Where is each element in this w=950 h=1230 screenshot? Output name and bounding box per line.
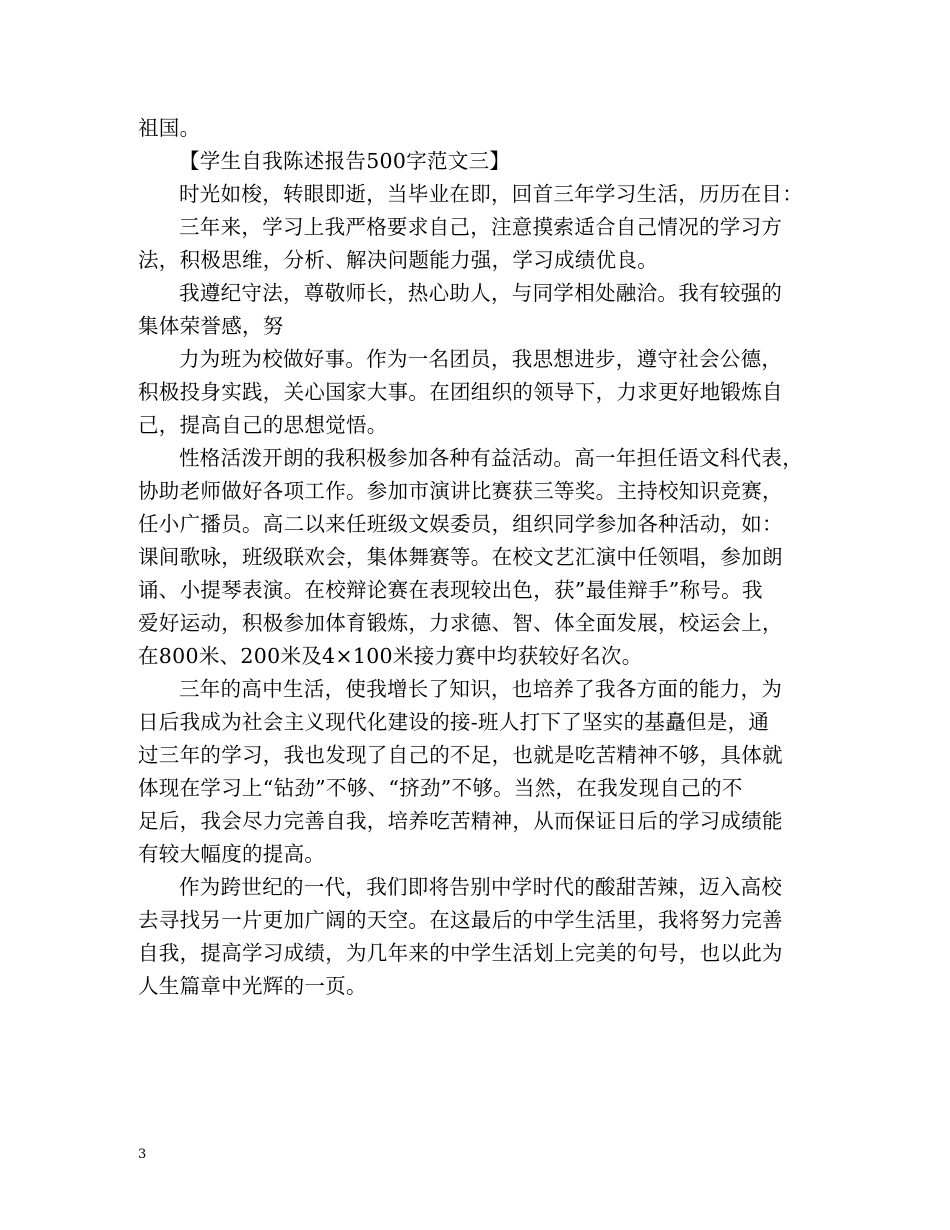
- text-line: 三年来，学习上我严格要求自己，注意摸索适合自己情况的学习方: [179, 215, 783, 239]
- text-line: 足后，我会尽力完善自我，培养吃苦精神，从而保证日后的学习成绩能: [138, 809, 783, 833]
- text-line: 日后我成为社会主义现代化建设的接-班人打下了坚实的基矗但是，通: [138, 710, 770, 734]
- text-line: 过三年的学习，我也发现了自己的不足，也就是吃苦精神不够，具体就: [138, 743, 783, 767]
- text-line: 诵、小提琴表演。在校辩论赛在表现较出色，获”最佳辩手”称号。我: [138, 578, 763, 602]
- document-body: [138, 112, 838, 1003]
- text-line: 力为班为校做好事。作为一名团员，我思想进步，遵守社会公德，: [179, 347, 783, 371]
- text-line: 性格活泼开朗的我积极参加各种有益活动。高一年担任语文科代表，: [179, 446, 803, 470]
- text-line: 去寻找另一片更加广阔的天空。在这最后的中学生活里，我将努力完善: [138, 908, 783, 932]
- text-line: 爱好运动，积极参加体育锻炼，力求德、智、体全面发展，校运会上，: [138, 611, 783, 635]
- text-line: 法，积极思维，分析、解决问题能力强，学习成绩优良。: [138, 248, 658, 272]
- text-line: 集体荣誉感，努: [138, 314, 284, 338]
- section-heading: 【学生自我陈述报告500字范文三】: [179, 149, 511, 173]
- text-line: 自我，提高学习成绩，为几年来的中学生活划上完美的句号，也以此为: [138, 941, 783, 965]
- page-number: 3: [138, 1147, 147, 1162]
- text-line: 任小广播员。高二以来任班级文娱委员，组织同学参加各种活动，如：: [138, 512, 783, 536]
- text-line: 积极投身实践，关心国家大事。在团组织的领导下，力求更好地锻炼自: [138, 380, 783, 404]
- text-line: 己，提高自己的思想觉悟。: [138, 413, 388, 437]
- text-line: 我遵纪守法，尊敬师长，热心助人，与同学相处融洽。我有较强的: [179, 281, 783, 305]
- text-line: 协助老师做好各项工作。参加市演讲比赛获三等奖。主持校知识竞赛，: [138, 479, 783, 503]
- text-line: 有较大幅度的提高。: [138, 842, 326, 866]
- text-line: 在800米、200米及4×100米接力赛中均获较好名次。: [138, 644, 643, 668]
- text-line: 祖国。: [138, 116, 201, 140]
- text-line: 人生篇章中光辉的一页。: [138, 974, 367, 998]
- text-line: 三年的高中生活，使我增长了知识，也培养了我各方面的能力，为: [179, 677, 783, 701]
- text-line: 课间歌咏，班级联欢会，集体舞赛等。在校文艺汇演中任领唱，参加朗: [138, 545, 783, 569]
- text-line: 时光如梭，转眼即逝，当毕业在即，回首三年学习生活，历历在目：: [179, 182, 803, 206]
- text-line: 体现在学习上“钻劲”不够、“挤劲”不够。当然，在我发现自己的不: [138, 776, 743, 800]
- text-line: 作为跨世纪的一代，我们即将告别中学时代的酸甜苦辣，迈入高校: [179, 875, 783, 899]
